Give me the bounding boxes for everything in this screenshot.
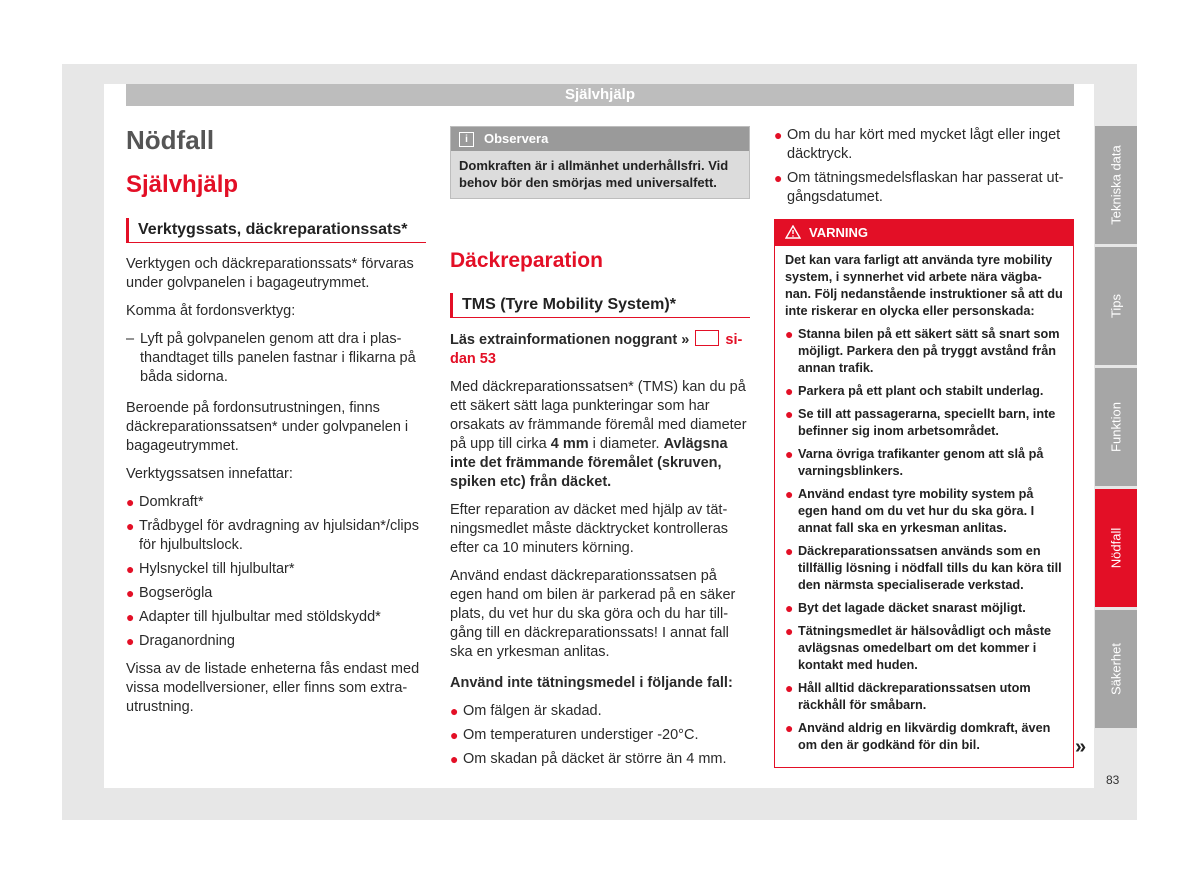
list-item: ● Domkraft* [126, 494, 204, 510]
list-item: ● Byt det lagade däcket snarast möjligt. [785, 600, 1026, 616]
list-item: ● Stanna bilen på ett säkert sätt så snart som möjligt. Parkera den på tryggt avstånd från annan trafik. [785, 326, 1060, 375]
observe-text: Domkraften är i allmänhet underhållsfri. Vid behov bör den smörjas med universalfett. [459, 158, 729, 190]
observe-box [450, 126, 750, 199]
list-item: ● Använd endast tyre mobility system på egen hand om du vet hur du ska göra. I annat fall ska en yrkesman anlitas. [785, 486, 1035, 535]
bullet-icon: ● [126, 585, 135, 601]
bullet-icon: ● [785, 406, 794, 422]
bullet-icon: ● [785, 383, 794, 399]
dash-list-item: – Lyft på golvpanelen genom att dra i plasthandtaget tills panelen fastnar i flikarna på båda sidorna. [126, 330, 426, 387]
list-item: ● Använd aldrig en likvärdig domkraft, även om den är godkänd för din bil. [785, 720, 1051, 752]
paragraph: Komma åt fordonsverktyg: [126, 303, 296, 319]
paragraph: Använd endast däckreparationssatsen på egen hand om bilen är parkerad på en säker plats, du vet hur du ska göra och du har tillgång till en däckreparationssats! I annat fall ska en yrkesman anlitas. [450, 568, 736, 660]
paragraph: Verktygssatsen innefattar: [126, 466, 293, 482]
list-item: ● Se till att passagerarna, speciellt barn, inte befinner sig inom arbetsområdet. [785, 406, 1056, 438]
paragraph: Med däckreparationssatsen* (TMS) kan du på ett säkert sätt laga punkteringar som har orsakats av främmande föremål med diameter på upp till cirka 4 mm i diameter. Avlägsna inte det främmande föremålet (skruven, spiken etc) från däcket. [450, 379, 747, 490]
bullet-icon: ● [785, 326, 794, 342]
tab-tekniska-data[interactable]: Tekniska data [1095, 126, 1137, 244]
warning-intro: Det kan vara farligt att använda tyre mobility system, i synnerhet vid arbete nära vägbanan. Följ nedanstående instruktioner så att du inte riskerar en olycka eller personskada: [785, 253, 1063, 318]
bullet-icon: ● [774, 127, 783, 143]
bullet-icon: ● [774, 170, 783, 186]
tab-funktion[interactable]: Funktion [1095, 368, 1137, 486]
list-item: ● Parkera på ett plant och stabilt underlag. [785, 383, 1044, 399]
list-item: ● Om du har kört med mycket lågt eller inget däcktryck. [774, 127, 1061, 162]
cases-list-continued [774, 126, 1074, 207]
bullet-icon: ● [785, 600, 794, 616]
cases-list [450, 702, 750, 769]
info-icon: i [459, 132, 474, 147]
bullet-icon: ● [126, 494, 135, 510]
ref-arrows: » [681, 332, 690, 348]
page-header: Självhjälp [126, 84, 1074, 106]
list-item: ● Om tätningsmedelsflaskan har passerat utgångsdatumet. [774, 170, 1064, 205]
column-2 [450, 126, 750, 778]
section-title: Självhjälp [126, 171, 239, 198]
bullet-icon: ● [126, 518, 135, 534]
tab-sakerhet[interactable]: Säkerhet [1095, 610, 1137, 728]
bullet-icon: ● [785, 486, 794, 502]
page-reference-link[interactable]: sidan 53 [450, 332, 743, 367]
paragraph: Beroende på fordonsutrustningen, finns däckreparationssatsen* under golvpanelen i bagageutrymmet. [126, 400, 409, 454]
bullet-icon: ● [785, 680, 794, 696]
page-number: 83 [1106, 773, 1120, 787]
extra-info-reference: Läs extrainformationen noggrant » sidan 53 [450, 332, 743, 367]
tab-nodfall[interactable]: Nödfall [1095, 489, 1137, 607]
bullet-icon: ● [785, 543, 794, 559]
bullet-icon: ● [126, 633, 135, 649]
paragraph: Verktygen och däckreparationssats* förvaras under golvpanelen i bagageutrymmet. [126, 256, 414, 291]
chapter-title: Nödfall [126, 125, 215, 155]
bullet-icon: ● [785, 446, 794, 462]
subsection-title: Verktygssats, däckreparationssats* [126, 218, 426, 243]
warning-box [774, 219, 1074, 768]
list-item: ● Draganordning [126, 633, 235, 649]
warning-triangle-icon [785, 225, 801, 239]
subsection-title: TMS (Tyre Mobility System)* [450, 293, 750, 318]
column-1 [126, 124, 426, 726]
bullet-icon: ● [450, 751, 459, 767]
warning-title: VARNING [809, 225, 868, 240]
observe-title: Observera [484, 131, 549, 146]
warning-list [785, 326, 1063, 754]
paragraph: Efter reparation av däcket med hjälp av tätningsmedlet måste däcktrycket kontrolleras efter ca 10 minuters körning. [450, 502, 729, 556]
tab-tips[interactable]: Tips [1095, 247, 1137, 365]
bullet-icon: ● [785, 720, 794, 736]
list-item: ● Om skadan på däcket är större än 4 mm. [450, 751, 727, 767]
list-item: ● Bogserögla [126, 585, 213, 601]
list-item: ● Om temperaturen understiger -20°C. [450, 727, 699, 743]
bullet-icon: ● [450, 703, 459, 719]
list-item: ● Hylsnyckel till hjulbultar* [126, 561, 295, 577]
column-3 [774, 126, 1074, 768]
warning-header [775, 220, 1073, 246]
list-item: ● Adapter till hjulbultar med stöldskydd* [126, 609, 381, 625]
bullet-icon: ● [785, 623, 794, 639]
book-reference-icon [695, 330, 719, 346]
list-item: ● Håll alltid däckreparationssatsen utom räckhåll för småbarn. [785, 680, 1031, 712]
bullet-icon: ● [126, 561, 135, 577]
cases-title: Använd inte tätningsmedel i följande fall: [450, 675, 733, 691]
observe-header [451, 127, 749, 151]
tool-list [126, 493, 426, 651]
bullet-icon: ● [126, 609, 135, 625]
paragraph: Vissa av de listade enheterna fås endast med vissa modellversioner, eller finns som extrautrustning. [126, 661, 420, 715]
list-item: ● Varna övriga trafikanter genom att slå på varningsblinkers. [785, 446, 1044, 478]
list-item: ● Tätningsmedlet är hälsovådligt och måste avlägsnas omedelbart om det kommer i kontakt med huden. [785, 623, 1052, 672]
list-item: ● Trådbygel för avdragning av hjulsidan*/clips för hjulbultslock. [126, 518, 419, 553]
list-item: ● Däckreparationssatsen används som en tillfällig lösning i nödfall tills du kan köra till den närmsta specialiserade verkstad. [785, 543, 1062, 592]
bullet-icon: ● [450, 727, 459, 743]
warning-body [775, 246, 1073, 767]
section-title: Däckreparation [450, 249, 603, 272]
list-item: ● Om fälgen är skadad. [450, 703, 602, 719]
continue-arrow-icon: » [1075, 736, 1087, 758]
